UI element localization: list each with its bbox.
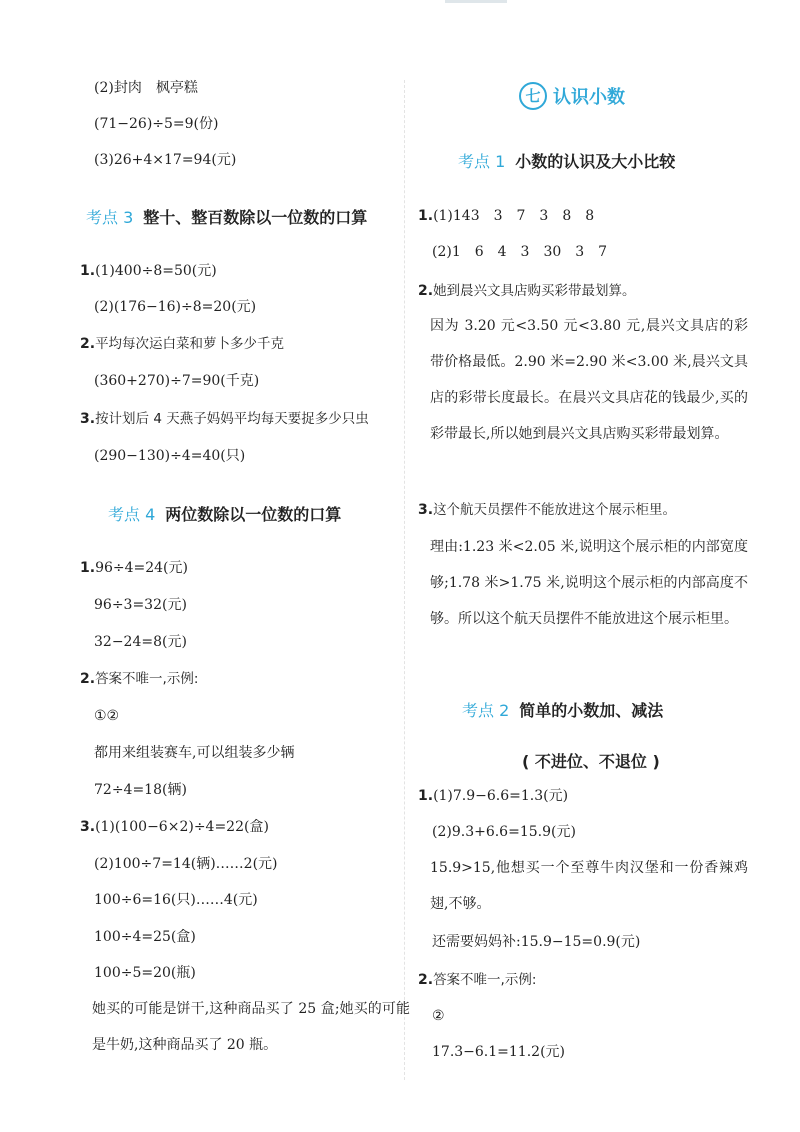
question-number: 1.	[80, 560, 96, 576]
answer-text: (1)143 3 7 3 8 8	[433, 208, 595, 224]
chapter-number-badge: 七	[519, 82, 547, 110]
question-number: 1.	[418, 208, 434, 224]
answer-line	[80, 261, 217, 281]
answer-line: 100÷5=20(瓶)	[94, 965, 196, 981]
section-tag: 考点 2	[462, 701, 510, 720]
answer-line: (71−26)÷5=9(份)	[94, 116, 219, 132]
answer-paragraph: 理由:1.23 米<2.05 米,说明这个展示柜的内部宽度够;1.78 米>1.75 米,说明这个展示柜的内部高度不够。所以这个航天员摆件不能放进这个展示柜里。	[430, 539, 748, 627]
section-title: 两位数除以一位数的口算	[165, 505, 342, 524]
answer-line: 100÷6=16(只)……4(元)	[94, 892, 258, 908]
answer-line: (2)9.3+6.6=15.9(元)	[432, 824, 576, 840]
answer-line	[418, 970, 536, 990]
answer-paragraph: 因为 3.20 元<3.50 元<3.80 元,晨兴文具店的彩带价格最低。2.90 米=2.90 米<3.00 米,晨兴文具店的彩带长度最长。在晨兴文具店花的钱最少,买的彩带最长,所以她到晨兴文具店购买彩带最划算。	[430, 318, 748, 442]
question-text: 这个航天员摆件不能放进这个展示柜里。	[433, 502, 677, 518]
answer-line: 100÷4=25(盒)	[94, 929, 196, 945]
section-heading-1	[458, 151, 675, 173]
section-tag: 考点 3	[86, 208, 134, 227]
answer-paragraph: 她买的可能是饼干,这种商品买了 25 盒;她买的可能是牛奶,这种商品买了 20 瓶。	[92, 1001, 410, 1053]
answer-line: 17.3−6.1=11.2(元)	[432, 1044, 565, 1060]
answer-line	[418, 281, 636, 301]
answer-line: (3)26+4×17=94(元)	[94, 152, 237, 168]
answer-line	[80, 817, 269, 837]
answer-line: ②	[432, 1008, 445, 1024]
section-title: 小数的认识及大小比较	[515, 152, 676, 171]
question-text: 她到晨兴文具店购买彩带最划算。	[433, 283, 636, 299]
question-number: 1.	[80, 263, 96, 279]
answer-line: ①②	[94, 708, 120, 724]
answer-line	[80, 334, 284, 354]
answer-line	[418, 500, 676, 520]
answer-line: 还需要妈妈补:15.9−15=0.9(元)	[432, 934, 641, 950]
answer-line: 都用来组装赛车,可以组装多少辆	[94, 745, 295, 761]
section-heading-2	[462, 700, 663, 722]
question-number: 2.	[418, 972, 434, 988]
section-title: 简单的小数加、减法	[519, 701, 664, 720]
section-tag: 考点 4	[108, 505, 156, 524]
chapter-heading	[519, 82, 625, 110]
answer-line	[80, 669, 198, 689]
answer-line: 32−24=8(元)	[94, 634, 187, 650]
answer-line: (2)1 6 4 3 30 3 7	[432, 244, 608, 260]
answer-line	[418, 786, 568, 806]
answer-line: (2)(176−16)÷8=20(元)	[94, 299, 257, 315]
answer-line	[80, 558, 188, 578]
section-subtitle: ( 不进位、不退位 )	[522, 752, 660, 771]
question-number: 2.	[80, 336, 96, 352]
section-heading-3	[86, 207, 367, 229]
answer-line: (290−130)÷4=40(只)	[94, 448, 246, 464]
question-text: 按计划后 4 天燕子妈妈平均每天要捉多少只虫	[95, 411, 369, 427]
chapter-title: 认识小数	[553, 87, 625, 108]
question-text: 答案不唯一,示例:	[95, 671, 199, 687]
answer-text: (1)7.9−6.6=1.3(元)	[433, 788, 569, 804]
top-edge-mark	[445, 0, 507, 3]
question-number: 1.	[418, 788, 434, 804]
question-number: 2.	[418, 283, 434, 299]
answer-line: 72÷4=18(辆)	[94, 782, 187, 798]
answer-line: 96÷3=32(元)	[94, 597, 187, 613]
answer-line: (360+270)÷7=90(千克)	[94, 373, 260, 389]
answer-text: (1)(100−6×2)÷4=22(盒)	[95, 819, 269, 835]
answer-line: (2)100÷7=14(辆)……2(元)	[94, 856, 278, 872]
column-divider	[404, 80, 405, 1080]
answer-text: (1)400÷8=50(元)	[95, 263, 217, 279]
answer-line	[80, 409, 369, 429]
question-number: 3.	[80, 819, 96, 835]
answer-paragraph: 15.9>15,他想买一个至尊牛肉汉堡和一份香辣鸡翅,不够。	[430, 860, 748, 912]
answer-line: (2)封肉 枫亭糕	[94, 80, 198, 96]
question-text: 答案不唯一,示例:	[433, 972, 537, 988]
section-title: 整十、整百数除以一位数的口算	[143, 208, 368, 227]
question-number: 3.	[418, 502, 434, 518]
question-number: 2.	[80, 671, 96, 687]
question-number: 3.	[80, 411, 96, 427]
answer-text: 96÷4=24(元)	[95, 560, 188, 576]
section-heading-4	[108, 504, 341, 526]
section-tag: 考点 1	[458, 152, 506, 171]
answer-line	[418, 206, 594, 226]
question-text: 平均每次运白菜和萝卜多少千克	[95, 336, 285, 352]
